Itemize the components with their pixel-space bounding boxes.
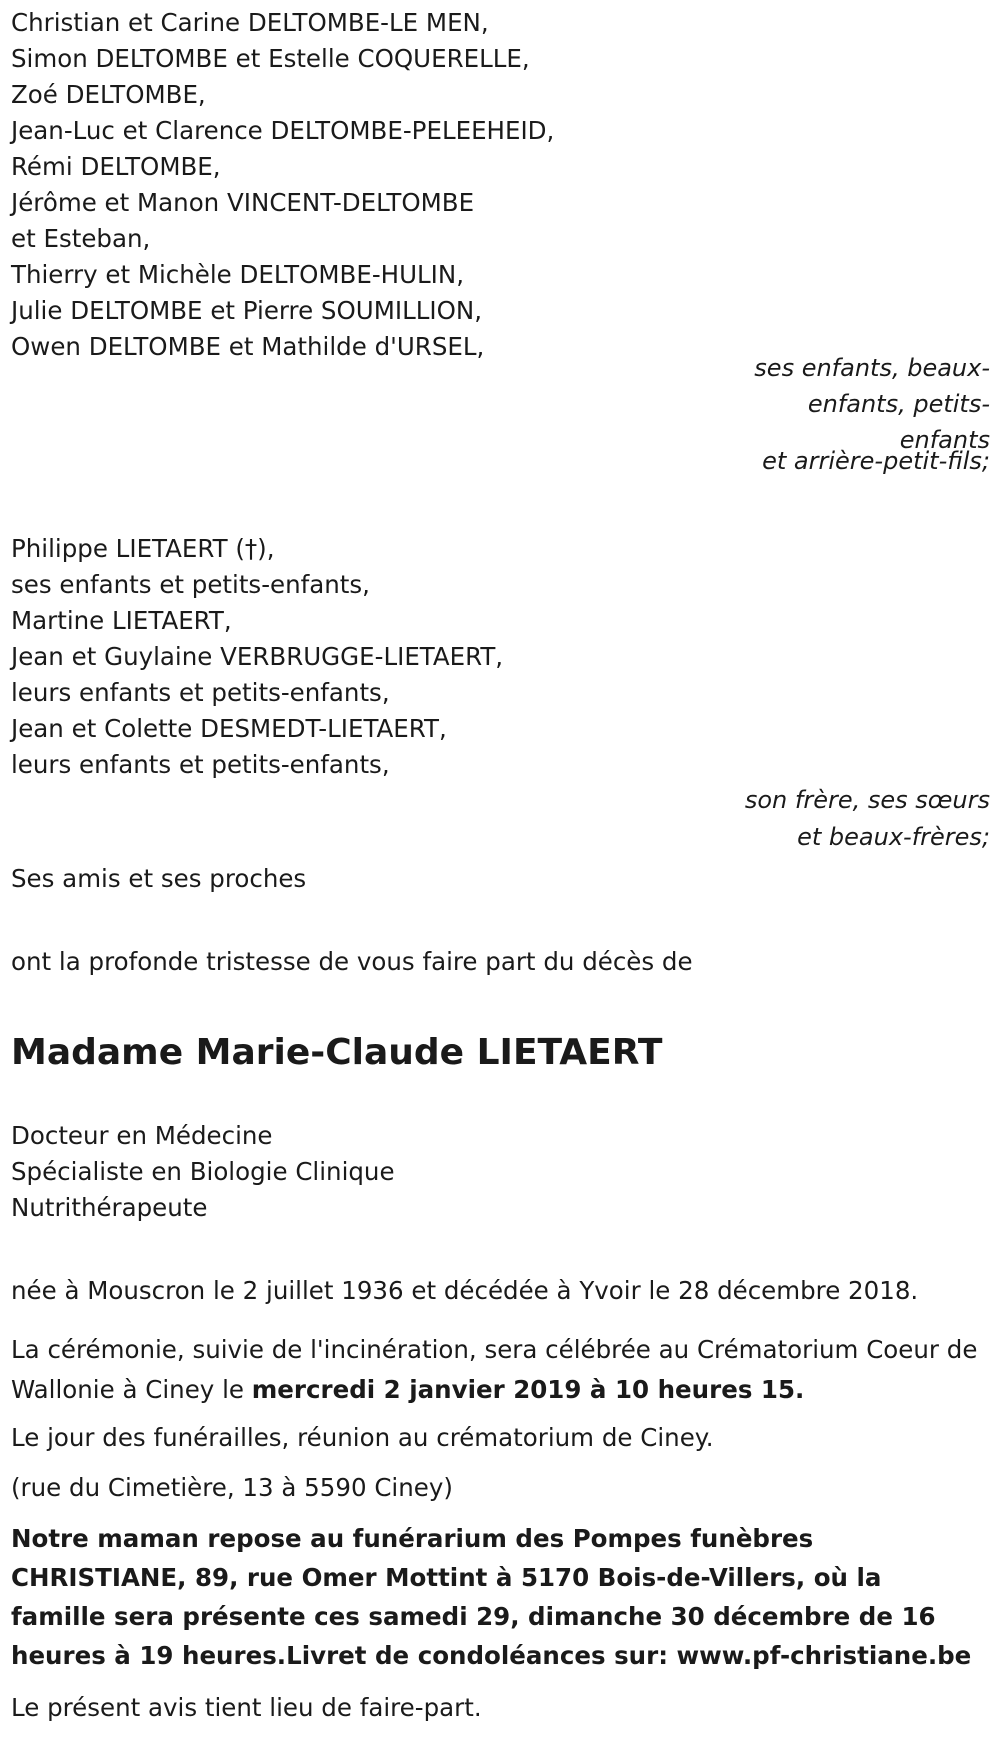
closing-text: Le présent avis tient lieu de faire-part. — [11, 1693, 482, 1722]
announcement-text: ont la profonde tristesse de vous faire part du décès de — [11, 947, 693, 976]
family-line: Jean et Colette DESMEDT-LIETAERT, — [11, 714, 447, 743]
relation-line: enfants — [899, 426, 990, 454]
family-line: et Esteban, — [11, 224, 151, 253]
relation-line: ses enfants, beaux- — [754, 354, 990, 382]
family-line: ses enfants et petits-enfants, — [11, 570, 370, 599]
family-line: Thierry et Michèle DELTOMBE-HULIN, — [11, 260, 465, 289]
title-line: Nutrithérapeute — [11, 1193, 208, 1222]
relation-line: et beaux-frères; — [797, 823, 990, 851]
funerarium-notice: Notre maman repose au funérarium des Pompes funèbres CHRISTIANE, 89, rue Omer Mottint à 5170 Bois-de-Villers, où la famille sera présente ces samedi 29, dimanche 30 décembre de 16 heures à 19 heures.Livret de condoléances sur: www.pf-christiane.be — [11, 1524, 972, 1670]
family-line: Simon DELTOMBE et Estelle COQUERELLE, — [11, 44, 530, 73]
family-line: Jean et Guylaine VERBRUGGE-LIETAERT, — [11, 642, 504, 671]
family-line: Jean-Luc et Clarence DELTOMBE-PELEEHEID, — [11, 116, 555, 145]
family-line: Martine LIETAERT, — [11, 606, 232, 635]
deceased-name: Madame Marie-Claude LIETAERT — [11, 1032, 663, 1073]
relation-line: enfants, petits- — [807, 390, 990, 418]
friends-line: Ses amis et ses proches — [11, 864, 307, 893]
ceremony-text — [11, 1330, 986, 1410]
relation-line: son frère, ses sœurs — [744, 786, 990, 814]
family-line: Philippe LIETAERT (†), — [11, 534, 275, 563]
family-line: Jérôme et Manon VINCENT-DELTOMBE — [11, 188, 475, 217]
family-line: Rémi DELTOMBE, — [11, 152, 221, 181]
address-text: (rue du Cimetière, 13 à 5590 Ciney) — [11, 1473, 453, 1502]
title-line: Docteur en Médecine — [11, 1121, 273, 1150]
title-line: Spécialiste en Biologie Clinique — [11, 1157, 395, 1186]
family-line: Julie DELTOMBE et Pierre SOUMILLION, — [11, 296, 482, 325]
ceremony-plain: La cérémonie, suivie de l'incinération, sera célébrée au Crématorium Coeur de Wallonie à Ciney le — [11, 1335, 978, 1404]
birth-death-text: née à Mouscron le 2 juillet 1936 et décédée à Yvoir le 28 décembre 2018. — [11, 1276, 919, 1305]
ceremony-datetime: mercredi 2 janvier 2019 à 10 heures 15. — [251, 1375, 805, 1404]
relation-line: et arrière-petit-fils; — [762, 447, 990, 475]
family-line: leurs enfants et petits-enfants, — [11, 678, 390, 707]
family-line: Owen DELTOMBE et Mathilde d'URSEL, — [11, 332, 485, 361]
family-line: Zoé DELTOMBE, — [11, 80, 206, 109]
family-line: Christian et Carine DELTOMBE-LE MEN, — [11, 8, 489, 37]
family-line: leurs enfants et petits-enfants, — [11, 750, 390, 779]
meeting-text: Le jour des funérailles, réunion au crématorium de Ciney. — [11, 1423, 714, 1452]
